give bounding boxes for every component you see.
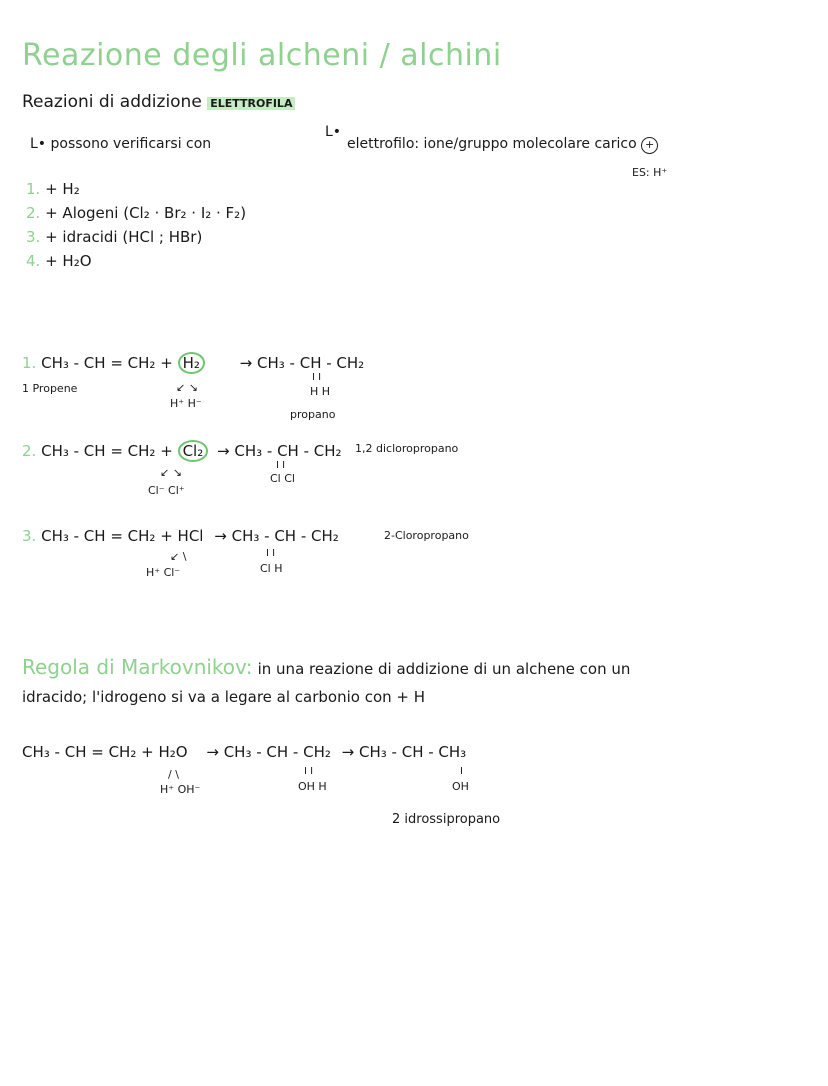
subtitle-text: Reazioni di addizione	[22, 92, 202, 112]
reaction-2-arrows: ↙ ↘	[160, 466, 182, 479]
reaction-3-product-name: 2-Cloropropano	[384, 529, 469, 542]
section-subtitle	[22, 92, 295, 112]
reaction-1-bonds: I I	[312, 372, 322, 383]
reaction-4-product-substituents: OH	[452, 780, 469, 793]
reagent-circle: Cl₂	[178, 440, 209, 462]
reaction-1-ions: H⁺ H⁻	[170, 397, 202, 410]
reaction-2-ions: Cl⁻ Cl⁺	[148, 484, 185, 497]
reaction-4-product-bonds: I	[460, 766, 463, 777]
page-title: Reazione degli alcheni / alchini	[22, 38, 502, 73]
intro-right-arrow: L•	[325, 124, 342, 140]
reaction-2-bonds: I I	[276, 460, 286, 471]
electrophile-example: ES: H⁺	[632, 166, 668, 179]
reaction-1-reactant-name: 1 Propene	[22, 382, 78, 395]
positive-charge-icon: +	[641, 137, 658, 154]
reaction-2: 2. CH₃ - CH = CH₂ + Cl₂ → CH₃ - CH - CH₂	[22, 442, 342, 460]
markovnikov-rule-line2: idracido; l'idrogeno si va a legare al carbonio con + H	[22, 688, 426, 706]
markovnikov-rule-line1	[22, 655, 630, 679]
intro-left: L• possono verificarsi con	[30, 136, 212, 152]
reaction-3-bonds: I I	[266, 548, 276, 559]
list-item: 1. + H₂	[26, 180, 80, 198]
reaction-3-arrows: ↙ \	[170, 550, 187, 563]
reaction-4-ions: H⁺ OH⁻	[160, 783, 201, 796]
reaction-3-substituents: Cl H	[260, 562, 283, 575]
reaction-2-substituents: Cl Cl	[270, 472, 295, 485]
reaction-4-mid-bonds: I I	[304, 766, 314, 777]
list-item: 2. + Alogeni (Cl₂ · Br₂ · I₂ · F₂)	[26, 204, 247, 222]
reaction-3: 3. CH₃ - CH = CH₂ + HCl → CH₃ - CH - CH₂	[22, 527, 339, 545]
reaction-1-product-name: propano	[290, 408, 336, 421]
list-item: 3. + idracidi (HCl ; HBr)	[26, 228, 203, 246]
reaction-2-product-name: 1,2 dicloropropano	[355, 442, 459, 455]
reaction-4: CH₃ - CH = CH₂ + H₂O → CH₃ - CH - CH₂ → CH₃ - CH - CH₃	[22, 743, 467, 761]
reaction-1: 1. CH₃ - CH = CH₂ + H₂ → CH₃ - CH - CH₂	[22, 354, 365, 372]
list-item: 4. + H₂O	[26, 252, 92, 270]
highlight-label: ELETTROFILA	[207, 97, 295, 110]
rule-title: Regola di Markovnikov:	[22, 655, 253, 679]
reaction-4-mid-substituents: OH H	[298, 780, 327, 793]
reagent-list	[26, 180, 246, 270]
intro-right	[347, 136, 658, 154]
rule-text: in una reazione di addizione di un alchene con un	[257, 660, 631, 678]
reaction-3-ions: H⁺ Cl⁻	[146, 566, 181, 579]
reaction-1-substituents: H H	[310, 385, 331, 398]
reaction-4-arrows: / \	[168, 768, 179, 781]
reagent-circle: H₂	[178, 352, 205, 374]
reaction-1-arrows: ↙ ↘	[176, 381, 198, 394]
reaction-4-product-name: 2 idrossipropano	[392, 812, 501, 827]
electrophile-definition: elettrofilo: ione/gruppo molecolare carico	[347, 136, 637, 152]
